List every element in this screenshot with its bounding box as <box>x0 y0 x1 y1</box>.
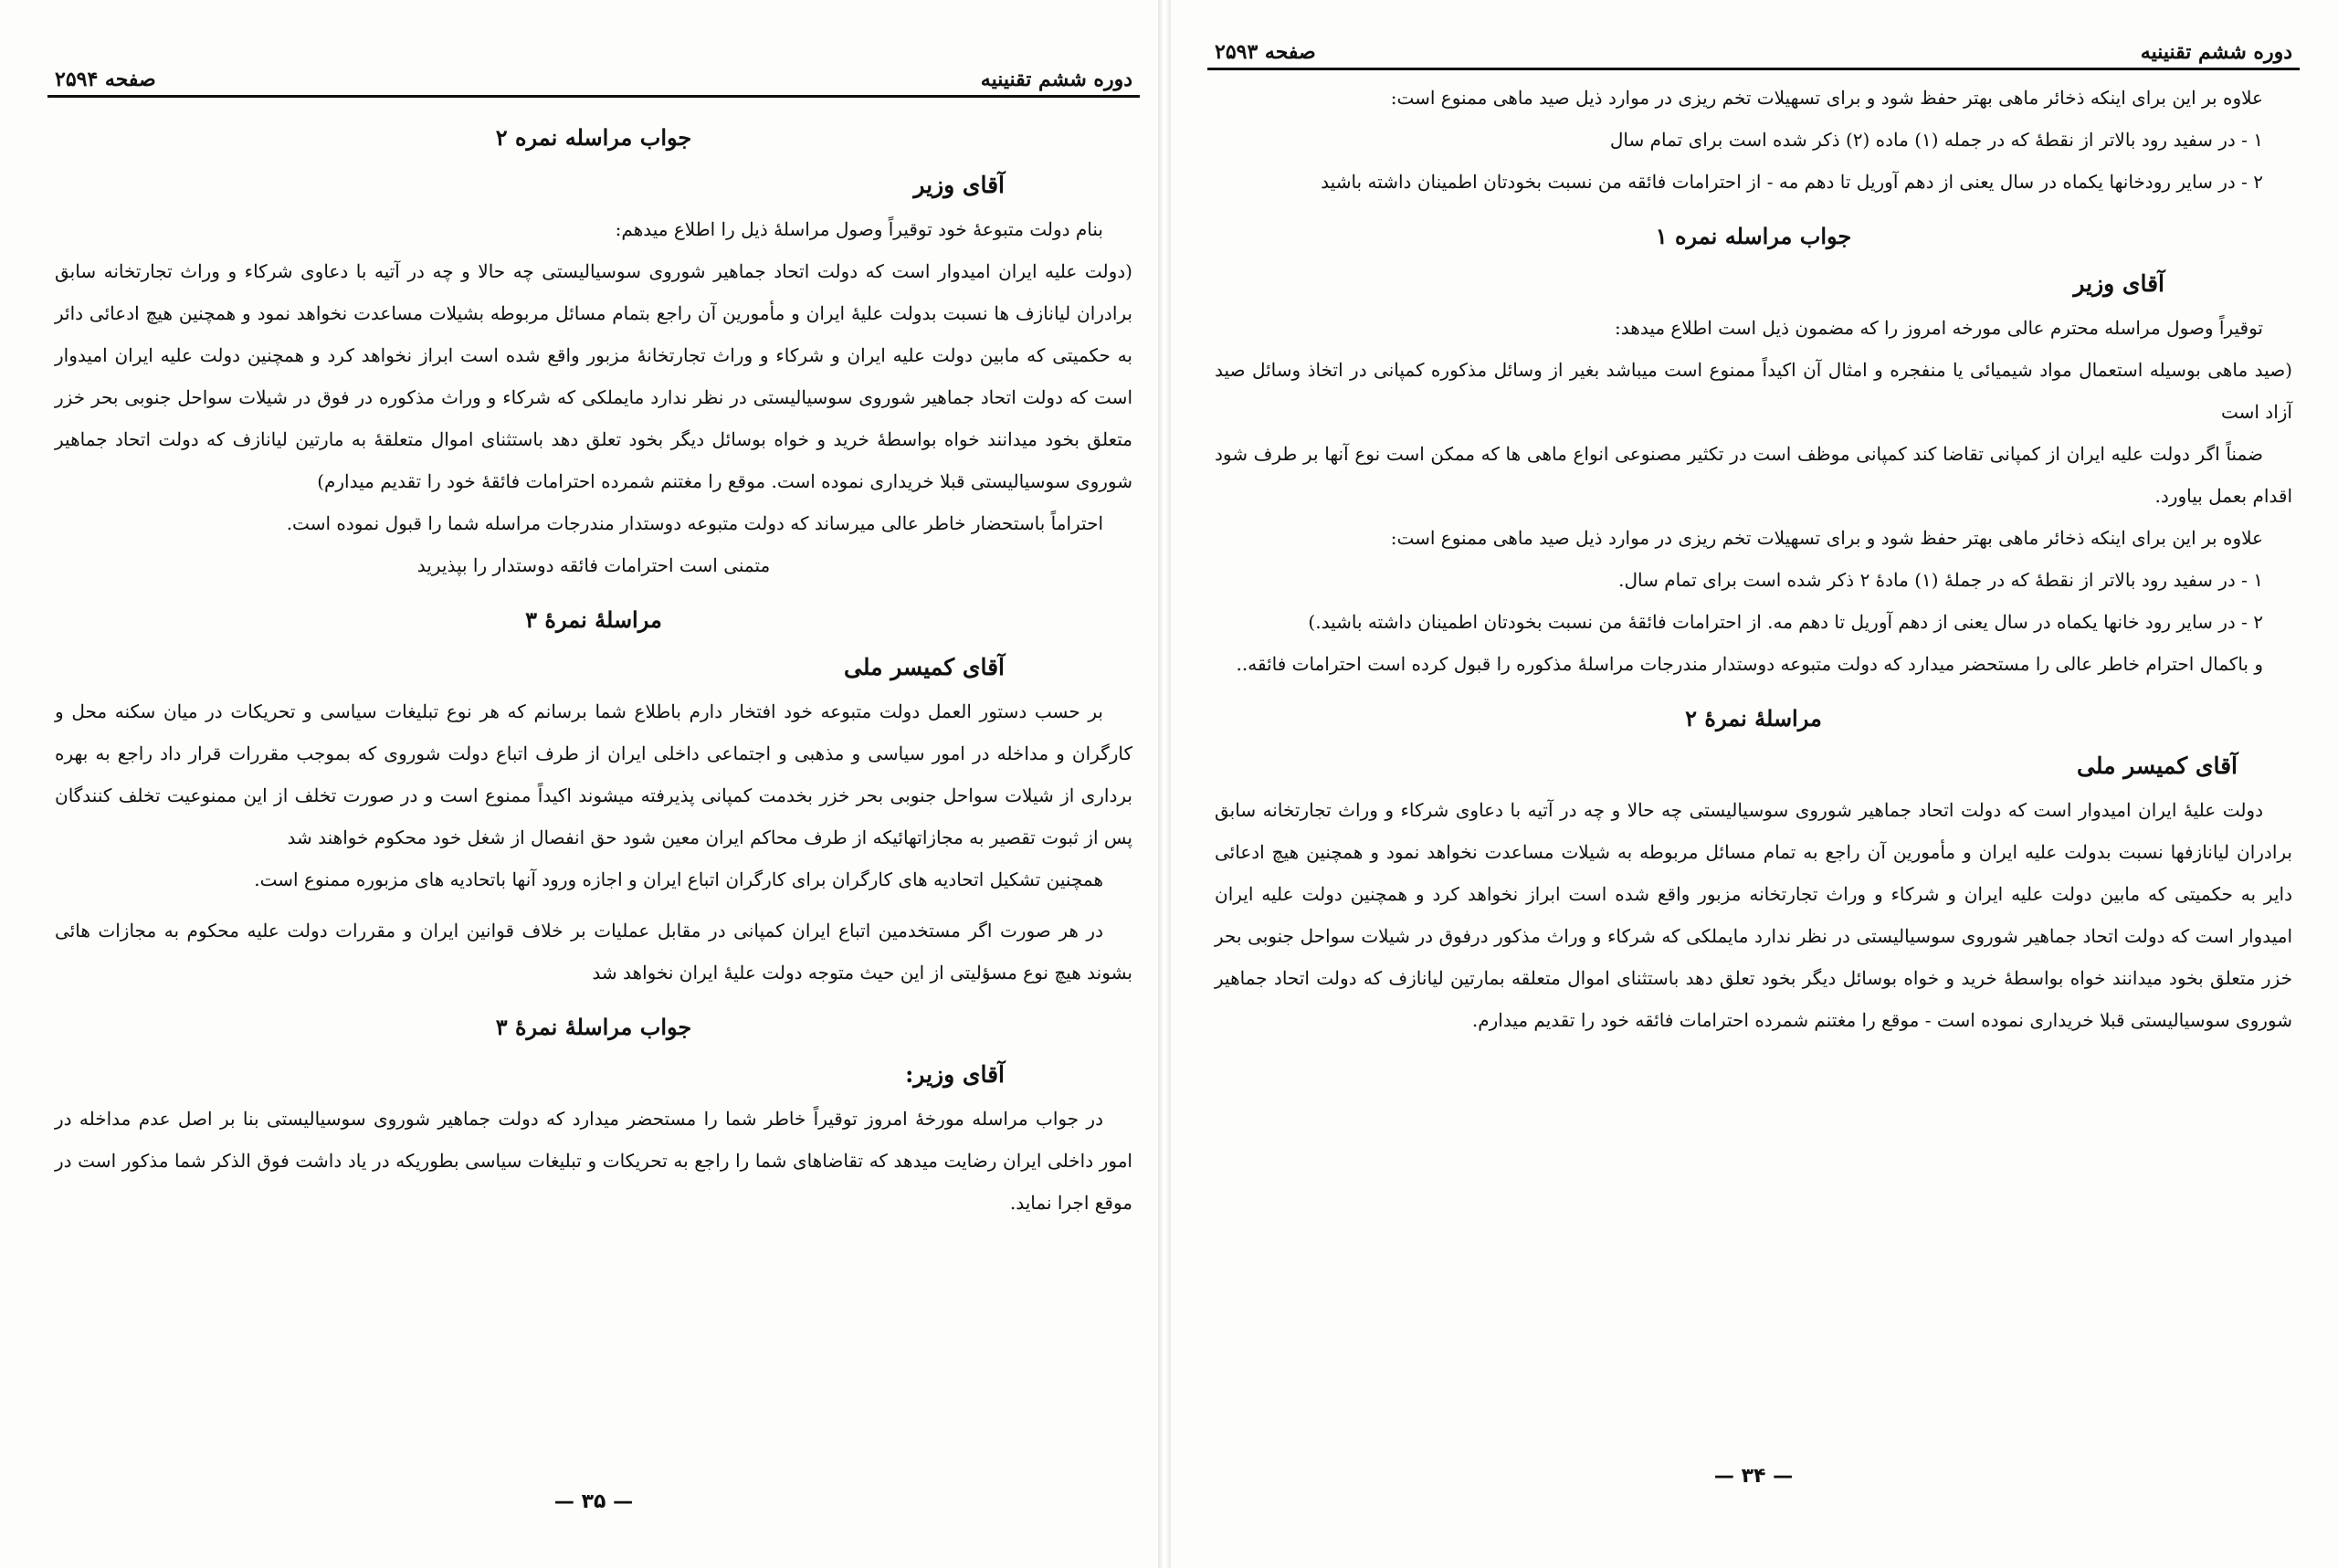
left-address-minister-2: آقای وزیر: <box>905 1061 1005 1088</box>
right-paragraph-quoted-letter: (صید ماهی بوسیله استعمال مواد شیمیائی یا منفجره و امثال آن اکیداً ممنوع است میباشد بغیر از وسائل مذکوره کمپانی در اتخاذ وسائل صید آزاد است <box>1215 359 2292 423</box>
left-paragraph-reply: در جواب مراسله مورخهٔ امروز توقیراً خاطر شما را مستحضر میدارد که دولت جماهیر شوروی سوسیالیستی بنا بر اصل عدم مداخله در امور داخلی ایران رضایت میدهد که تقاضاهای شما را راجع به تحریکات و تبلیغات سیاسی بطوریکه در یاد داشت فوق الذکر شما مذکور است در موقع اجرا نماید. <box>55 1108 1132 1214</box>
left-paragraph-propaganda-ban: بر حسب دستور العمل دولت متبوعه خود افتخار دارم باطلاع شما برسانم که هر نوع تبلیغات سیاسی و تحریکات در میان سکنه محل و کارگران و مداخله در امور سیاسی و مذهبی و اجتماعی داخلی ایران از طرف اتباع دولت شوروی که بموجب مقررات قرار داد راجع به بهره برداری از شیلات سواحل جنوبی بحر خزر بخدمت کمپانی پذیرفته میشوند اکیداً ممنوع است و در صورت تخلف از این ممنوعیت تخلف کنندگان پس از ثبوت تقصیر به مجازاتهائیکه از طرف محاکم ایران معین شود حق انفصال از شغل خود محکوم خواهند شد <box>55 700 1132 848</box>
left-address-commissar: آقای کمیسر ملی <box>844 654 1005 680</box>
right-page-body <box>1215 77 2292 1041</box>
right-heading-letter-2: مراسلهٔ نمرهٔ ۲ <box>1685 705 1822 731</box>
left-paragraph-acceptance: احتراماً باستحضار خاطر عالی میرساند که دولت متبوعه دوستدار مندرجات مراسله شما را قبول نموده است. <box>286 512 1103 534</box>
left-heading-letter-3: مراسلهٔ نمرهٔ ۳ <box>525 606 662 633</box>
left-page <box>47 0 1140 1568</box>
book-gutter <box>1158 0 1171 1568</box>
right-address-minister: آقای وزیر <box>2073 270 2164 297</box>
right-header-session: دوره ششم تقنینیه <box>2140 40 2292 64</box>
right-paragraph-intro: توقیراً وصول مراسله محترم عالی مورخه امروز را که مضمون ذیل است اطلاع میدهد: <box>1615 317 2263 339</box>
right-page <box>1207 0 2300 1568</box>
right-header-rule <box>1207 68 2300 70</box>
right-page-header <box>1207 27 2300 68</box>
right-header-page-number: صفحه ۲۵۹۳ <box>1215 40 1316 64</box>
left-paragraph-closing: متمنی است احترامات فائقه دوستدار را بپذیرید <box>416 554 771 576</box>
right-paragraph-fishing-ban: علاوه بر این برای اینکه ذخائر ماهی بهتر حفظ شود و برای تسهیلات تخم ریزی در موارد ذیل صید ماهی ممنوع است: <box>1390 87 2263 109</box>
left-heading-reply-letter-3: جواب مراسلهٔ نمرهٔ ۳ <box>495 1014 692 1040</box>
left-paragraph-intro: بنام دولت متبوعهٔ خود توقیراً وصول مراسلهٔ ذیل را اطلاع میدهم: <box>615 218 1103 240</box>
left-page-body <box>55 104 1132 1224</box>
left-heading-reply-letter-2: جواب مراسله نمره ۲ <box>495 124 692 151</box>
left-page-header <box>47 55 1140 95</box>
left-paragraph-quoted-letter: (دولت علیه ایران امیدوار است که دولت اتحاد جماهیر شوروی سوسیالیستی چه حالا و چه در آتیه با دعاوی شرکاء و وراث تجارتخانه سابق برادران لیانازف ها نسبت بدولت علیهٔ ایران و مأمورین آن راجع بتمام مسائل مربوطه بشیلات مساعدت نخواهد نمود و همچنین هیچ ادعائی دائر به حکمیتی که مابین دولت علیه ایران و شرکاء و وراث تجارتخانهٔ مزبور واقع شده است ابراز نخواهد کرد و همچنین دولت علیه ایران امیدوار است که دولت اتحاد جماهیر شوروی سوسیالیستی در نظر ندارد مایملکی که شرکاء و وراث مذکوره در فوق در شیلات سواحل جنوبی بحر خزر متعلق بخود میدانند خواه بواسطهٔ خرید و خواه بوسائل دیگر بخود تعلق دهد باستثنای اموال متعلقهٔ به مارتین لیانازف که دولت اتحاد جماهیر شوروی سوسیالیستی قبلا خریداری نموده است. موقع را مغتنم شمرده احترامات فائقهٔ خود را تقدیم میدارم) <box>55 260 1132 492</box>
right-paragraph-item-1b: ۱ - در سفید رود بالاتر از نقطهٔ که در جملهٔ (۱) مادهٔ ۲ ذکر شده است برای تمام سال. <box>1618 569 2263 591</box>
left-header-session: دوره ششم تقنینیه <box>980 68 1132 91</box>
right-address-commissar: آقای کمیسر ملی <box>2077 752 2238 779</box>
right-paragraph-letter-2: دولت علیهٔ ایران امیدوار است که دولت اتحاد جماهیر شوروی سوسیالیستی چه حالا و چه در آتیه با دعاوی شرکاء و وراث تجارتخانه سابق برادران لیانازفها نسبت بدولت علیه ایران و مأمورین آن راجع به تمام مسائل مربوطه به شیلات مساعدت نخواهد نمود و همچنین هیچ ادعائی دایر به حکمیتی که مابین دولت علیه ایران و شرکاء و وراث تجارتخانه مزبور واقع شده است ابراز نخواهد کرد و همچنین دولت علیه ایران امیدوار است که دولت اتحاد جماهیر شوروی سوسیالیستی در نظر ندارد مایملکی که شرکاء و وراث مذکور درفوق در شیلات سواحل جنوبی بحر خزر متعلق بخود میدانند خواه بواسطهٔ خرید و خواه بوسائل دیگر بخود تعلق دهد باستثنای اموال متعلقه بمارتین لیانازف که دولت اتحاد جماهیر شوروی سوسیالیستی قبلا خریداری نموده است - موقع را مغتنم شمرده احترامات فائقه خود را تقدیم میدارم. <box>1215 799 2293 1031</box>
right-paragraph-fishing-ban-2: علاوه بر این برای اینکه ذخائر ماهی بهتر حفظ شود و برای تسهیلات تخم ریزی در موارد ذیل صید ماهی ممنوع است: <box>1390 527 2263 549</box>
right-paragraph-item-2: ۲ - در سایر رودخانها یکماه در سال یعنی از دهم آوریل تا دهم مه - از احترامات فائقه من نسبت بخودتان اطمینان داشته باشید <box>1321 171 2263 193</box>
left-header-rule <box>47 95 1140 98</box>
right-paragraph-breeding: ضمناً اگر دولت علیه ایران از کمپانی تقاضا کند کمپانی موظف است در تکثیر مصنوعی انواع ماهی ها که ممکن است نوع آنها بر طرف شود اقدام بعمل بیاورد. <box>1215 443 2292 507</box>
right-paragraph-item-2b: ۲ - در سایر رود خانها یکماه در سال یعنی از دهم آوریل تا دهم مه. از احترامات فائقهٔ من نسبت بخودتان اطمینان داشته باشید.) <box>1308 611 2263 633</box>
left-paragraph-unions-ban: همچنین تشکیل اتحادیه های کارگران برای کارگران اتباع ایران و اجازه ورود آنها باتحادیه های مزبوره ممنوع است. <box>254 868 1103 890</box>
left-header-page-number: صفحه ۲۵۹۴ <box>55 68 156 91</box>
right-heading-reply-letter-1: جواب مراسله نمره ۱ <box>1655 223 1852 249</box>
right-folio: — ۳۴ — <box>1713 1465 1794 1488</box>
right-paragraph-acceptance: و باکمال احترام خاطر عالی را مستحضر میدارد که دولت متبوعه دوستدار مندرجات مراسلهٔ مذکوره را قبول کرده است احترامات فائقه.. <box>1236 653 2263 675</box>
left-folio: — ۳۵ — <box>553 1490 634 1513</box>
left-address-minister: آقای وزیر <box>913 172 1005 198</box>
left-paragraph-liability: در هر صورت اگر مستخدمین اتباع ایران کمپانی در مقابل عملیات بر خلاف قوانین ایران و مقررات دولت علیه محکوم به مجازات هائی بشوند هیچ نوع مسؤلیتی از این حیث متوجه دولت علیهٔ ایران نخواهد شد <box>55 920 1132 984</box>
right-paragraph-item-1: ۱ - در سفید رود بالاتر از نقطهٔ که در جمله (۱) ماده (۲) ذکر شده است برای تمام سال <box>1609 129 2263 151</box>
